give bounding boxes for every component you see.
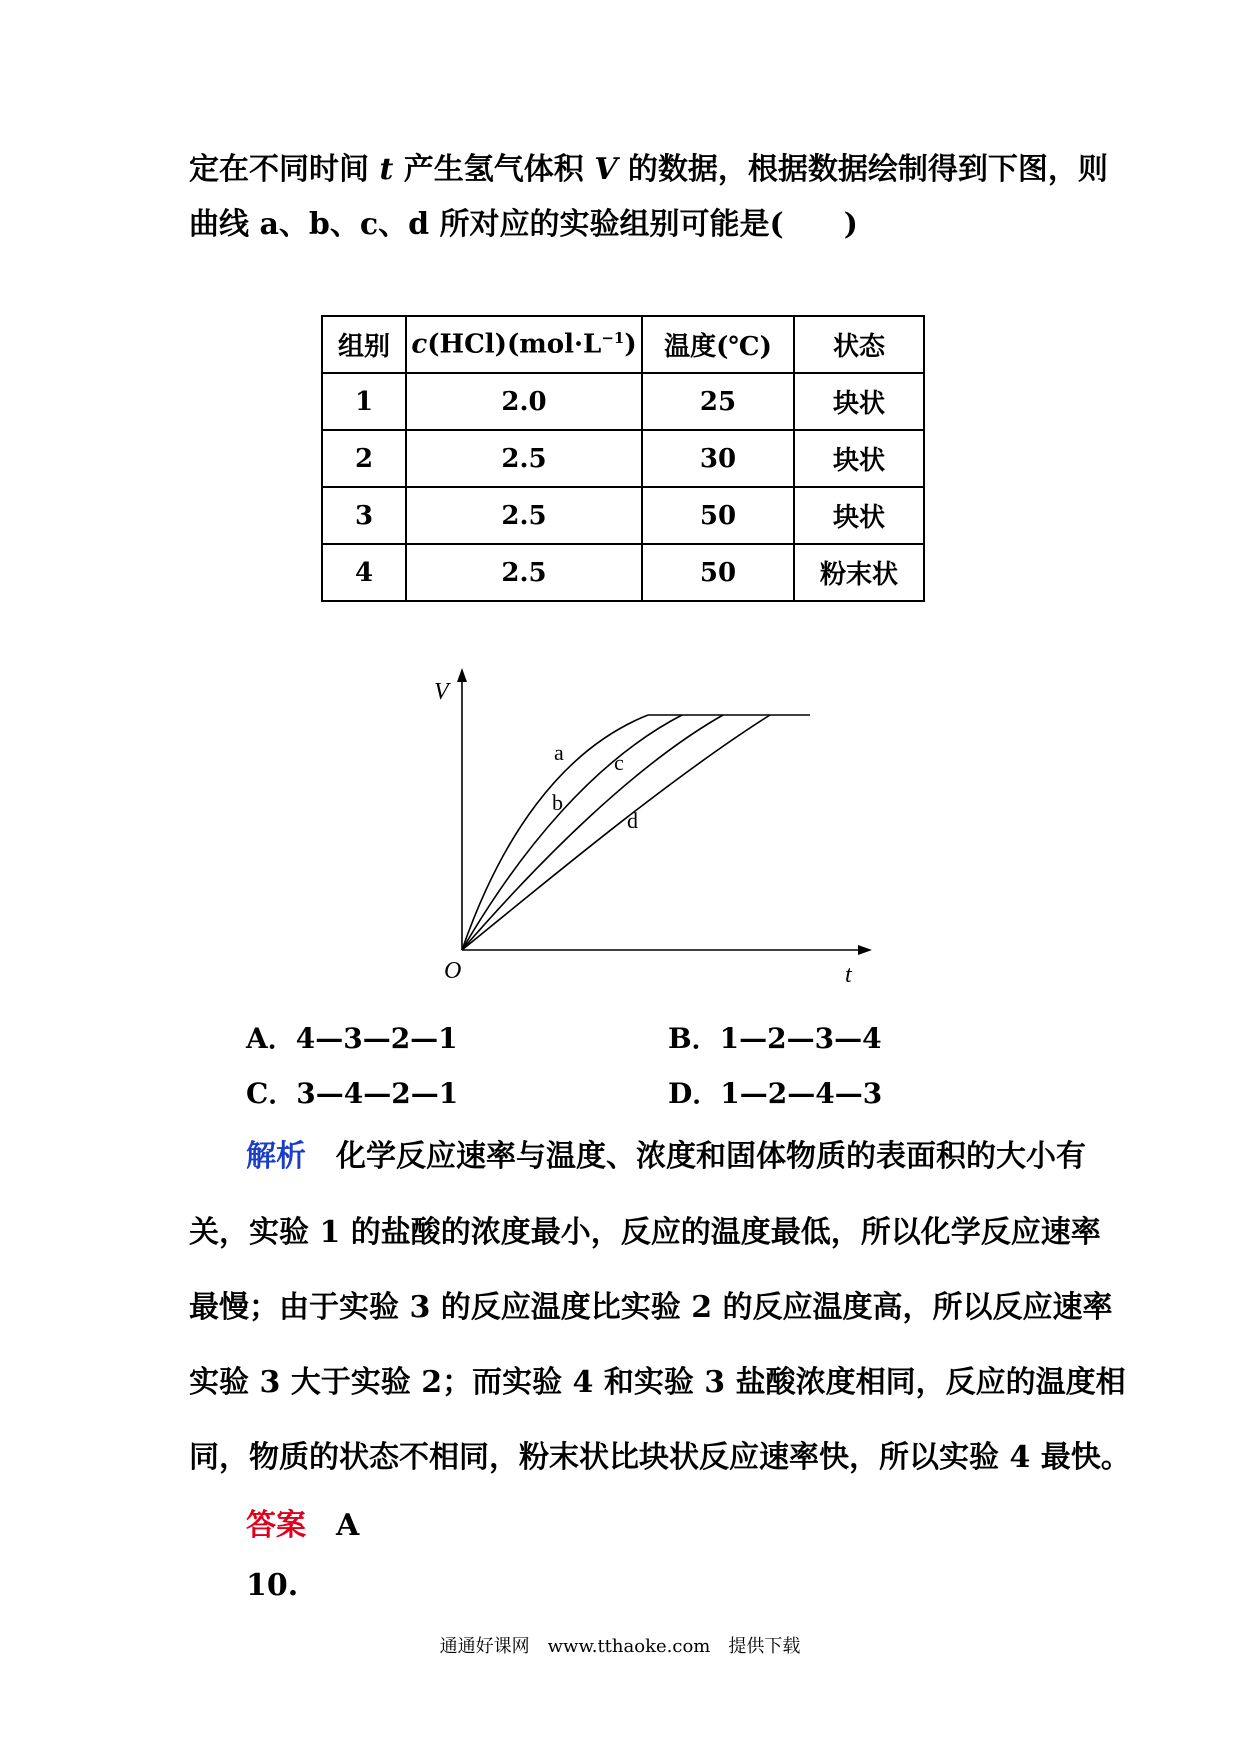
question-line-2: 曲线 a、b、c、d 所对应的实验组别可能是( ) <box>189 207 858 242</box>
answer-label: 答案 <box>246 1508 306 1543</box>
header-state: 状态 <box>794 316 924 373</box>
curve-c <box>462 715 723 950</box>
y-axis-arrow <box>457 668 467 682</box>
answer-value: A <box>336 1508 360 1543</box>
curve-label-a: a <box>554 740 564 765</box>
analysis-label: 解析 <box>246 1139 306 1174</box>
question-line-1: 定在不同时间 t 产生氢气体积 V 的数据，根据数据绘制得到下图，则 <box>189 152 1108 187</box>
footer-text: 通通好课网 www.tthaoke.com 提供下载 <box>439 1636 801 1657</box>
var-t: t <box>379 152 394 187</box>
curve-label-b: b <box>552 790 563 815</box>
table-row: 3 2.5 50 块状 <box>322 487 924 544</box>
table-header-row <box>322 316 924 373</box>
header-concentration: $c(HCl)(mol\cdot L^{-1})$ <box>406 316 642 373</box>
y-axis-label: V <box>434 679 449 705</box>
volume-time-graph <box>420 660 880 990</box>
curve-label-d: d <box>627 808 638 833</box>
option-b: B．1—2—3—4 <box>668 1022 882 1055</box>
table-row: 1 2.0 25 块状 <box>322 373 924 430</box>
analysis-line-4: 实验 3 大于实验 2；而实验 4 和实验 3 盐酸浓度相同，反应的温度相 <box>189 1365 1126 1400</box>
next-question-number: 10. <box>246 1568 299 1603</box>
analysis-line-2: 关，实验 1 的盐酸的浓度最小，反应的温度最低，所以化学反应速率 <box>189 1215 1101 1250</box>
table-row: 2 2.5 30 块状 <box>322 430 924 487</box>
x-axis-label: t <box>845 962 852 988</box>
answer-line <box>246 1506 359 1546</box>
option-a: A．4—3—2—1 <box>246 1022 458 1055</box>
experiment-table <box>321 315 925 602</box>
analysis-line-5: 同，物质的状态不相同，粉末状比块状反应速率快，所以实验 4 最快。 <box>189 1440 1131 1475</box>
table-row: 4 2.5 50 粉末状 <box>322 544 924 601</box>
option-c: C．3—4—2—1 <box>246 1077 459 1110</box>
curve-label-c: c <box>614 750 624 775</box>
header-temperature: 温度(℃) <box>642 316 794 373</box>
analysis-line-3: 最慢；由于实验 3 的反应温度比实验 2 的反应温度高，所以反应速率 <box>189 1290 1113 1325</box>
analysis-line-1: 解析 化学反应速率与温度、浓度和固体物质的表面积的大小有 <box>246 1139 1086 1174</box>
header-group: 组别 <box>322 316 406 373</box>
origin-label: O <box>444 958 462 984</box>
x-axis-arrow <box>858 945 872 955</box>
var-v: V <box>594 152 618 187</box>
option-d: D．1—2—4—3 <box>668 1077 883 1110</box>
